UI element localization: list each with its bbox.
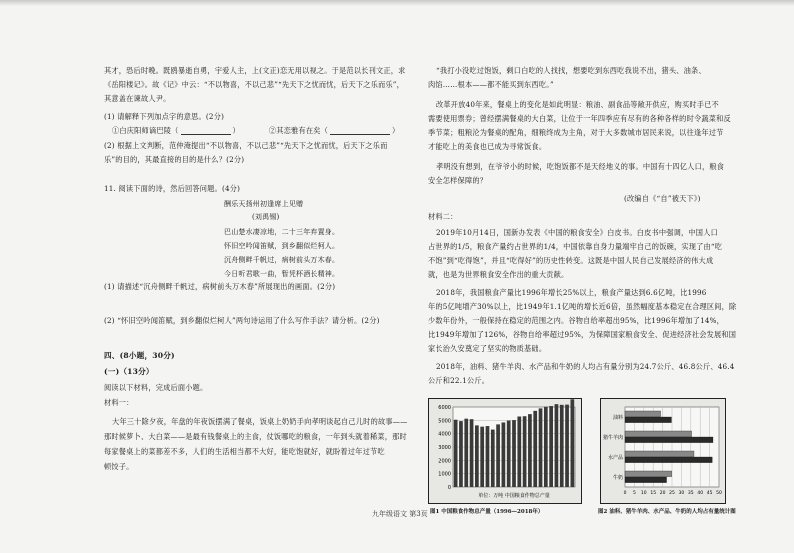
source-note: (改编自《“自”被天下》) [624,194,701,203]
poem-author: (刘禹锡) [252,213,280,221]
bar [459,421,463,487]
x-tick-label: 10 [640,491,647,496]
x-tick-label: 30 [678,491,685,496]
x-tick-label: 0 [623,491,627,496]
poem-title: 酬乐天扬州初逢席上见赠 [224,200,304,208]
text-line: 改革开放40年来，餐桌上的变化是如此明显：粮油、副食品等敞开供应，购买时手已不 [436,100,719,109]
bar [625,457,712,463]
text-line: 2019年10月14日，国新办发表《中国的粮食安全》白皮书。白皮书中强调，中国人口 [436,228,718,237]
bar [491,430,495,487]
y-tick-label: 3000 [438,445,451,451]
bar [512,420,516,487]
question-2: (2) 根据上文判断，范仲淹提出“不以物喜，不以己悲”“先天下之忧而忧，后天下之乐而 [104,141,388,150]
text-line: 孝明没有想到，在爷爷小的时候，吃饱饭都不是天经地义的事。中国有十四亿人口，粮食 [436,162,725,171]
poem-line: 怀旧空吟闻笛赋，到乡翻似烂柯人。 [224,242,340,250]
bar [565,405,569,487]
question-11-2: (2) “怀旧空吟闻笛赋，到乡翻似烂柯人”两句诗运用了什么写作手法？请分析。(2分) [104,316,380,325]
question-1a-text: ①白庆阳师谪巴陵（ [112,126,179,135]
question-1a [112,126,399,135]
question-11-1: (1) 请描述“沉舟侧畔千帆过，病树前头万木春”所展现出的画面。(2分) [104,282,336,291]
bar [570,399,574,487]
x-tick-label: 15 [650,491,657,496]
bar [523,416,527,487]
question-2: 乐”的目的，其最直接的目的是什么？(2分) [104,155,245,164]
section-heading: 四、(8小题，30分) [104,351,175,360]
bar [544,407,548,487]
x-tick-label: 5 [632,491,636,496]
text-line: 其才，恐后时晚。既鸥暴逝自勇，宇爱人主，上(文正)恋无用以视之。于是范以长刊文正，求 [104,66,406,75]
answer-blank[interactable] [181,126,231,135]
question-1b-text: ②其恋雅有在矣（ [268,126,328,135]
bar [517,417,521,487]
text-line: 季节菜；粗粮沦为餐桌的配角，细粮终成为主角，对于大多数城市居民来说，以往逢年过节 [428,128,724,137]
bar [625,437,713,443]
answer-blank[interactable] [330,126,390,135]
bar [454,420,458,487]
question-1b-close: ） [392,126,400,135]
text-line: 家长治久安奠定了坚实的物质基础。 [428,344,547,353]
bar [480,427,484,487]
bar [464,419,468,487]
bar [549,406,553,487]
bar [625,417,671,423]
text-line: 公斤和22.1公斤。 [428,376,490,385]
question-11: 11. 阅读下面的诗，然后回答问题。(4分) [104,184,241,193]
bar [507,421,511,487]
poem-line: 巴山楚水凄凉地，二十三年弃置身。 [224,228,340,236]
bar [625,451,694,457]
bar [470,419,474,487]
bar [555,404,559,487]
text-line: 需要使用票券；曾经摆满餐桌的大白菜，让位于一年四季应有尽有的各种各样的时令蔬菜和反 [428,114,731,123]
reading-instruction: 阅读以下材料，完成后面小题。 [104,383,208,392]
bar [625,477,667,483]
bar [496,424,500,487]
y-tick-label: 1000 [438,471,451,478]
y-tick-label: 2000 [438,458,451,465]
y-tick-label: 0 [447,485,451,491]
x-tick-label: 45 [706,491,713,496]
text-line: 不饱”到“吃得饱”，并且“吃得好”的历史性转变。这既是中国人民自己发展经济的伟大成 [428,256,714,265]
question-1: (1) 请解释下列加点字的意思。(2分) [104,112,225,121]
question-1a-close: ） [232,126,240,135]
y-tick-label: 5000 [438,418,451,425]
text-line: 比1949年增加了126%，谷物自给率超过95%，为保障国家粮食安全、促进经济社会发展和国 [428,330,737,339]
text-line: 顿饺子。 [104,462,134,471]
bar [539,408,543,487]
text-line: 占世界的1/5，粮食产量约占世界的1/4，中国依靠自身力量端牢自己的饭碗，实现了由“吃 [428,242,723,251]
text-line: 年的5亿吨增产30%以上，比1949年1.1亿吨的增长近6倍，虽然幅度基本稳定在合理区间，除 [428,302,737,311]
text-line: “我打小没吃过饱饭，剩口白吃的人找找，想要吃到东西吃我说不出，猪头、油条、 [436,66,706,75]
x-tick-label: 50 [716,491,722,496]
bar [475,425,479,487]
poem-line: 今日听君歌一曲，暂凭杯酒长精神。 [224,270,340,278]
bar [502,422,506,487]
chart-grain-output-svg [429,399,581,503]
text-line: 每家餐桌上的菜都差不多，人们的生活相当都不大好，能吃饱就好，就盼着过年过节吃 [104,447,385,456]
bar [625,471,672,477]
x-axis-label: 单位：万吨 中国粮食作物总产量 [478,493,550,499]
x-tick-label: 25 [669,491,675,496]
bar [528,414,532,487]
x-tick-label: 40 [697,491,704,496]
chart-grain-output [428,398,582,504]
chart-per-capita [600,398,726,504]
x-tick-label: 35 [687,491,694,496]
chart-per-capita-svg [601,399,725,503]
y-tick-label: 4000 [438,431,451,438]
text-line: 少数年份外，一般保持在稳定的范围之内。谷物自给率超出95%，比1996年增加了14%， [428,316,725,325]
text-line: 才能吃上的美食也已成为寻常饭食。 [428,142,547,151]
subsection-heading: (一)（13分） [104,367,154,376]
category-label: 水产品 [607,455,623,461]
text-line: 《岳阳楼记》。故《记》中云：“不以物喜，不以己悲”“先天下之忧而忧，后天下之乐而乐”， [104,80,405,89]
bar [533,411,537,487]
text-line: 就，也是为世界粮食安全作出的重大贡献。 [428,270,569,279]
material-label: 材料一： [104,398,134,407]
y-tick-label: 6000 [438,405,451,411]
text-line: 2018年，油料、猪牛羊肉、水产品和牛奶的人均占有量分别为24.7公斤、46.8公斤、46.4 [436,362,735,371]
bar [625,411,661,417]
category-label: 猪牛羊肉 [602,435,623,441]
bar [486,426,490,487]
chart-2-caption: 图2 油料、猪牛羊肉、水产品、牛奶的人均占有量统计图 [598,509,736,515]
bar [560,405,564,487]
category-label: 牛奶 [612,475,623,481]
chart-1-caption: 图1 中国粮食作物总产量（1996—2018年） [430,509,544,515]
category-label: 油料 [612,415,623,421]
material-label: 材料二： [428,212,458,221]
text-line: 安全怎样保障的？ [428,176,488,185]
text-line: 2018年，我国粮食产量比1996年增长25%以上，粮食产量达到6.6亿吨，比1996 [436,288,707,297]
poem-line: 沉舟侧畔千帆过，病树前头万木春。 [224,256,340,264]
page-footer: 九年级语文 第3页 [372,510,428,518]
bar [625,431,692,437]
text-line: 其意盖在谏故人尹。 [104,94,171,103]
x-tick-label: 20 [659,491,666,496]
text-line: 肉馅……根本——都不能买到东西吃。” [428,80,554,89]
text-line: 大年三十除夕夜，年盘的年夜饭摆满了餐桌，饭桌上奶奶手向孝明谈起自己儿时的故事—— [112,417,408,426]
text-line: 那时候萝卜、大白菜——是最有钱餐桌上的主食，仗饭哪吃的粮食，一年到头就着稀菜，那时 [104,432,407,441]
